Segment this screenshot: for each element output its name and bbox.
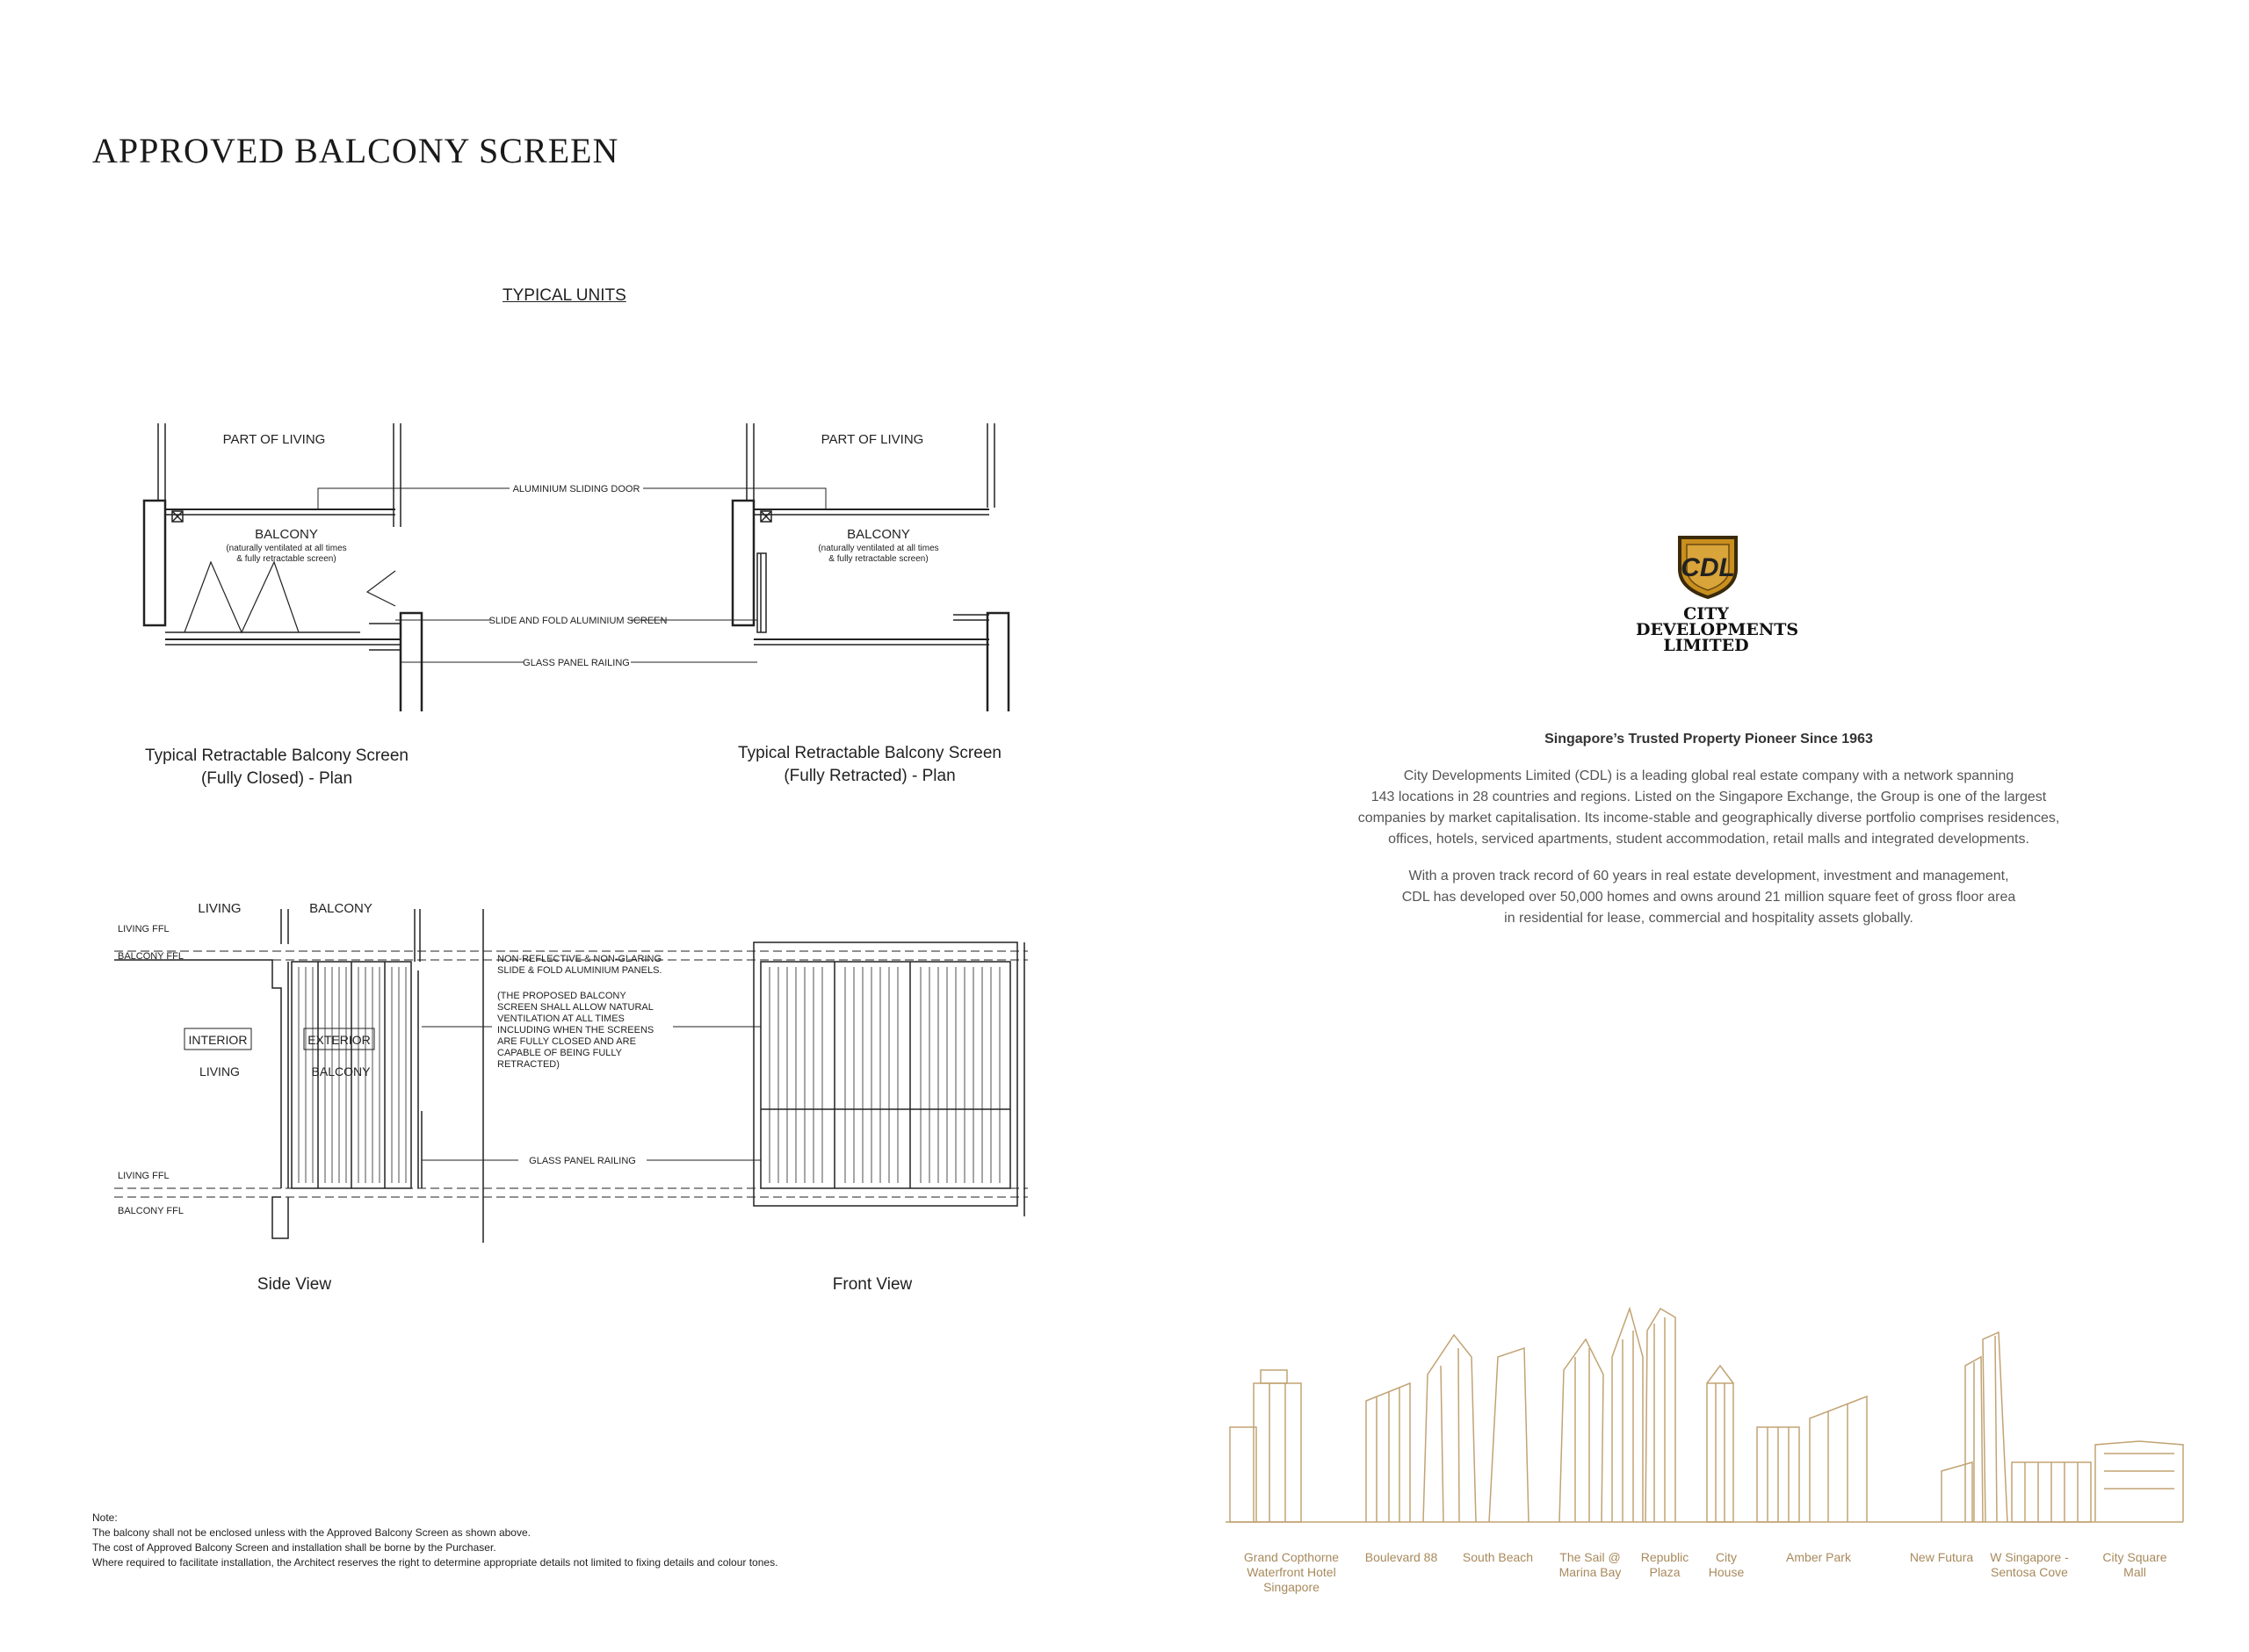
- skyline-label-new-futura: New Futura: [1909, 1550, 1974, 1564]
- the-sail-line2: Marina Bay: [1558, 1565, 1622, 1579]
- right-balcony-note-1: (naturally ventilated at all times: [818, 544, 939, 553]
- skyline-label-w-singapore: [1981, 1550, 2078, 1580]
- notes-block: [92, 1511, 777, 1570]
- slide-fold-screen-label: SLIDE AND FOLD ALUMINIUM SCREEN: [488, 616, 668, 626]
- caption-fully-retracted-line2: (Fully Retracted) - Plan: [784, 767, 956, 785]
- vent-note-line3: VENTILATION AT ALL TIMES: [497, 1014, 625, 1024]
- para1-line4: offices, hotels, serviced apartments, student accommodation, retail malls and integrated developments.: [1388, 832, 2029, 847]
- w-singapore-line2: Sentosa Cove: [1991, 1565, 2068, 1579]
- elevation-glass-railing-label: GLASS PANEL RAILING: [529, 1156, 636, 1166]
- interior-label: INTERIOR: [188, 1033, 248, 1047]
- balcony-ffl-bottom-label: BALCONY FFL: [118, 1206, 184, 1216]
- panel-note-line1: NON-REFLECTIVE & NON-GLARING: [497, 954, 662, 964]
- cdl-logo-shield: [1676, 534, 1739, 601]
- front-view-caption: Front View: [832, 1275, 913, 1294]
- cdl-monogram: CDL: [1681, 553, 1735, 582]
- cdl-logo-text: [1636, 604, 1799, 655]
- caption-fully-retracted-line1: Typical Retractable Balcony Screen: [738, 744, 1002, 762]
- republic-plaza-line1: Republic: [1640, 1550, 1689, 1564]
- skyline-label-republic-plaza: [1630, 1550, 1700, 1580]
- para1-line1: City Developments Limited (CDL) is a leading global real estate company with a network spanning: [1403, 768, 2014, 783]
- left-part-of-living-label: PART OF LIVING: [222, 432, 326, 447]
- exterior-balcony-label: BALCONY: [311, 1064, 371, 1078]
- exterior-label: EXTERIOR: [307, 1033, 371, 1047]
- vent-note-line5: ARE FULLY CLOSED AND ARE: [497, 1036, 636, 1047]
- left-balcony-label: BALCONY: [255, 527, 318, 542]
- left-balcony-note-1: (naturally ventilated at all times: [226, 544, 347, 553]
- skyline-label-amber-park: Amber Park: [1786, 1550, 1851, 1564]
- caption-fully-retracted: [707, 742, 1032, 788]
- city-house-line1: City: [1715, 1550, 1738, 1564]
- skyline-illustration: [1226, 1287, 2192, 1541]
- city-square-mall-line2: Mall: [2123, 1565, 2146, 1579]
- para2-line2: CDL has developed over 50,000 homes and owns around 21 million square feet of gross floor area: [1401, 890, 2016, 905]
- caption-fully-closed: [114, 745, 439, 790]
- note-line-2: The cost of Approved Balcony Screen and installation shall be borne by the Purchaser.: [92, 1541, 496, 1554]
- right-part-of-living-label: PART OF LIVING: [821, 432, 924, 447]
- para2-line1: With a proven track record of 60 years in real estate development, investment and management,: [1408, 869, 2009, 884]
- living-ffl-bottom-label: LIVING FFL: [118, 1171, 170, 1181]
- grand-copthorne-line2: Waterfront Hotel: [1247, 1565, 1336, 1579]
- panel-note-line2: SLIDE & FOLD ALUMINIUM PANELS.: [497, 965, 662, 976]
- company-paragraph-2: [1318, 866, 2100, 929]
- balcony-ffl-top-label: BALCONY FFL: [118, 951, 184, 962]
- aluminium-sliding-door-label: ALUMINIUM SLIDING DOOR: [512, 484, 640, 494]
- para1-line3: companies by market capitalisation. Its income-stable and geographically diverse portfolio comprises residences,: [1357, 811, 2060, 826]
- skyline-label-south-beach: South Beach: [1462, 1550, 1534, 1564]
- right-balcony-note-2: & fully retractable screen): [828, 554, 929, 564]
- skyline-label-grand-copthorne: [1226, 1550, 1357, 1595]
- typical-units-heading: TYPICAL UNITS: [503, 286, 626, 305]
- republic-plaza-line2: Plaza: [1649, 1565, 1681, 1579]
- logo-line-city: CITY: [1683, 604, 1729, 624]
- skyline-label-city-house: [1696, 1550, 1757, 1580]
- caption-fully-closed-line2: (Fully Closed) - Plan: [200, 769, 353, 788]
- living-ffl-top-label: LIVING FFL: [118, 924, 170, 934]
- skyline-label-city-square-mall: [2086, 1550, 2183, 1580]
- grand-copthorne-line1: Grand Copthorne: [1243, 1550, 1340, 1564]
- grand-copthorne-line3: Singapore: [1263, 1580, 1320, 1594]
- company-paragraph-1: [1318, 766, 2100, 850]
- note-line-1: The balcony shall not be enclosed unless with the Approved Balcony Screen as shown above.: [92, 1526, 531, 1539]
- interior-living-label: LIVING: [199, 1064, 240, 1078]
- side-balcony-label: BALCONY: [309, 901, 372, 916]
- plan-drawings: [132, 413, 1028, 711]
- glass-panel-railing-label: GLASS PANEL RAILING: [523, 658, 630, 668]
- para2-line3: in residential for lease, commercial and hospitality assets globally.: [1504, 911, 1913, 926]
- notes-heading: Note:: [92, 1511, 118, 1524]
- skyline-label-the-sail: [1551, 1550, 1630, 1580]
- logo-line-developments: DEVELOPMENTS: [1636, 620, 1799, 639]
- para1-line2: 143 locations in 28 countries and regions. Listed on the Singapore Exchange, the Group is one of the largest: [1370, 790, 2047, 804]
- side-view-caption: Side View: [257, 1275, 332, 1294]
- left-balcony-note-2: & fully retractable screen): [236, 554, 336, 564]
- the-sail-line1: The Sail @: [1559, 1550, 1621, 1564]
- right-balcony-label: BALCONY: [847, 527, 910, 542]
- caption-fully-closed-line1: Typical Retractable Balcony Screen: [145, 747, 409, 765]
- vent-note-line7: RETRACTED): [497, 1059, 560, 1070]
- vent-note-line6: CAPABLE OF BEING FULLY: [497, 1048, 623, 1058]
- company-tagline: Singapore’s Trusted Property Pioneer Since 1963: [1544, 732, 1873, 747]
- vent-note-line1: (THE PROPOSED BALCONY: [497, 991, 626, 1001]
- vent-note-line2: SCREEN SHALL ALLOW NATURAL: [497, 1002, 654, 1013]
- vent-note-line4: INCLUDING WHEN THE SCREENS: [497, 1025, 654, 1035]
- note-line-3: Where required to facilitate installation, the Architect reserves the right to determine appropriate details not limited to fixing details and colour tones.: [92, 1556, 778, 1569]
- w-singapore-line1: W Singapore -: [1990, 1550, 2069, 1564]
- skyline-label-boulevard-88: Boulevard 88: [1364, 1550, 1438, 1564]
- side-living-label: LIVING: [198, 901, 242, 916]
- city-house-line2: House: [1708, 1565, 1745, 1579]
- logo-line-limited: LIMITED: [1663, 636, 1749, 655]
- city-square-mall-line1: City Square: [2102, 1550, 2167, 1564]
- page-title: APPROVED BALCONY SCREEN: [92, 131, 619, 170]
- elevation-drawings: [114, 900, 1037, 1252]
